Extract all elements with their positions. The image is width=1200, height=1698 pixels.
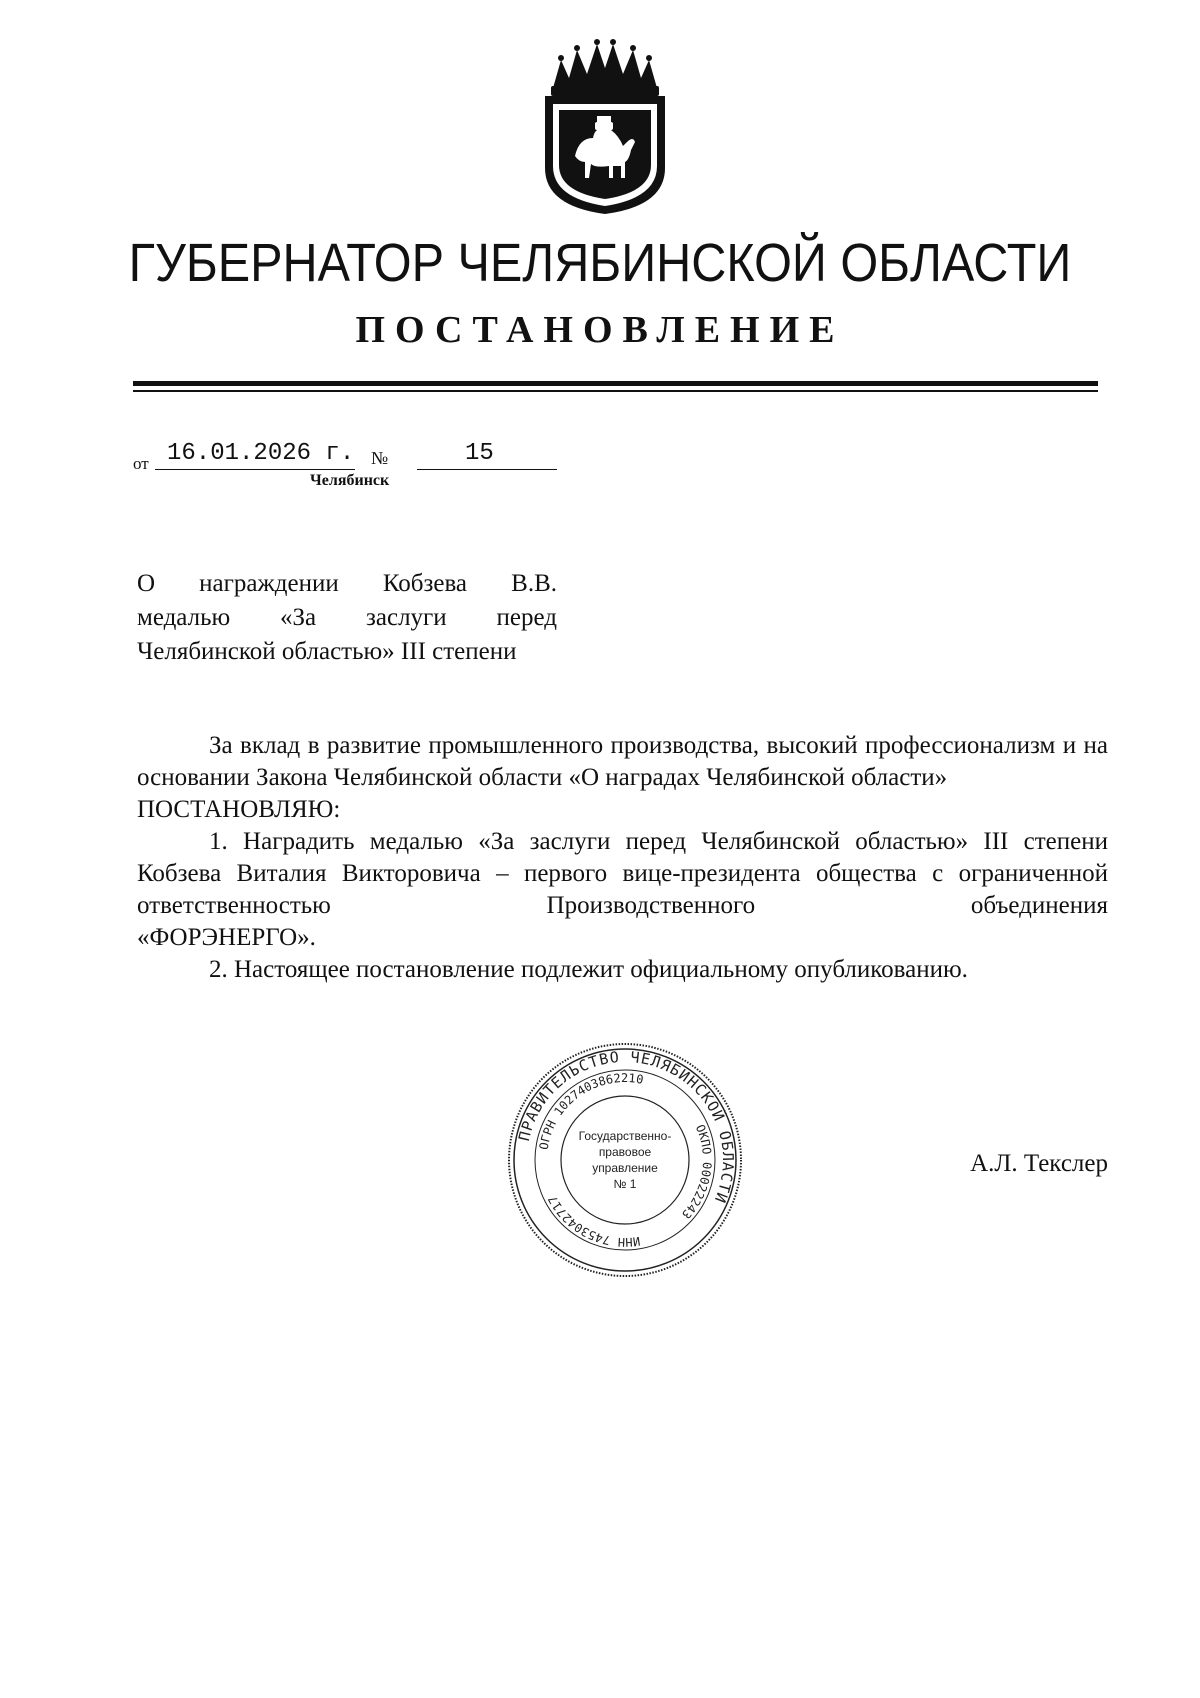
document-type-title: ПОСТАНОВЛЕНИЕ xyxy=(355,309,845,351)
seal-outer-text: ПРАВИТЕЛЬСТВО ЧЕЛЯБИНСКОЙ ОБЛАСТИ xyxy=(514,1047,738,1207)
subject-line-2: медалью «За заслуги перед xyxy=(137,604,557,631)
date-prefix-label: от xyxy=(133,454,149,473)
signatory-name: А.Л. Текслер xyxy=(970,1150,1108,1177)
subject-line-1: О награждении Кобзева В.В. xyxy=(137,570,557,597)
svg-text:ИНН 7453042717 xyxy=(545,1193,641,1249)
coat-of-arms-emblem xyxy=(535,38,675,216)
subject-line-3: Челябинской областью» III степени xyxy=(137,638,517,665)
seal-center-line-4: № 1 xyxy=(613,1177,637,1191)
seal-okpo: ОКПО 00022243 xyxy=(678,1122,715,1222)
document-number: 15 xyxy=(417,440,557,470)
preamble-paragraph: За вклад в развитие промышленного производства, высокий профессионализм и на основании Закона Челябинской области «О наградах Челябинской области» xyxy=(137,732,1108,791)
seal-center-line-1: Государственно- xyxy=(578,1129,672,1143)
seal-center-line-3: управление xyxy=(592,1161,658,1175)
item-1-paragraph: 1. Наградить медалью «За заслуги перед Челябинской областью» III степени Кобзева Виталия Викторовича – первого вице-президента общества с ограниченной ответственностью Производственного объединения xyxy=(137,828,1108,919)
document-subject xyxy=(137,567,557,669)
document-date: 16.01.2026 г. xyxy=(155,440,355,470)
city-label: Челябинск xyxy=(310,472,390,489)
item-1-continuation: «ФОРЭНЕРГО». xyxy=(137,924,316,951)
number-sign-label: № xyxy=(371,448,389,468)
seal-inn: ИНН 7453042717 xyxy=(545,1193,642,1250)
header-divider-thin xyxy=(133,390,1098,392)
seal-ogrn: ОГРН 1027403862210 xyxy=(536,1070,645,1151)
decree-word: ПОСТАНОВЛЯЮ: xyxy=(137,796,341,823)
item-2-paragraph: 2. Настоящее постановление подлежит официальному опубликованию. xyxy=(209,956,968,983)
official-seal-stamp xyxy=(505,1040,745,1280)
organization-title: ГУБЕРНАТОР ЧЕЛЯБИНСКОЙ ОБЛАСТИ xyxy=(128,233,1072,293)
document-body xyxy=(137,730,1108,986)
svg-text:ОКПО 00022243 xyxy=(679,1123,714,1222)
seal-center-line-2: правовое xyxy=(598,1145,652,1159)
header-divider-thick xyxy=(133,381,1098,386)
